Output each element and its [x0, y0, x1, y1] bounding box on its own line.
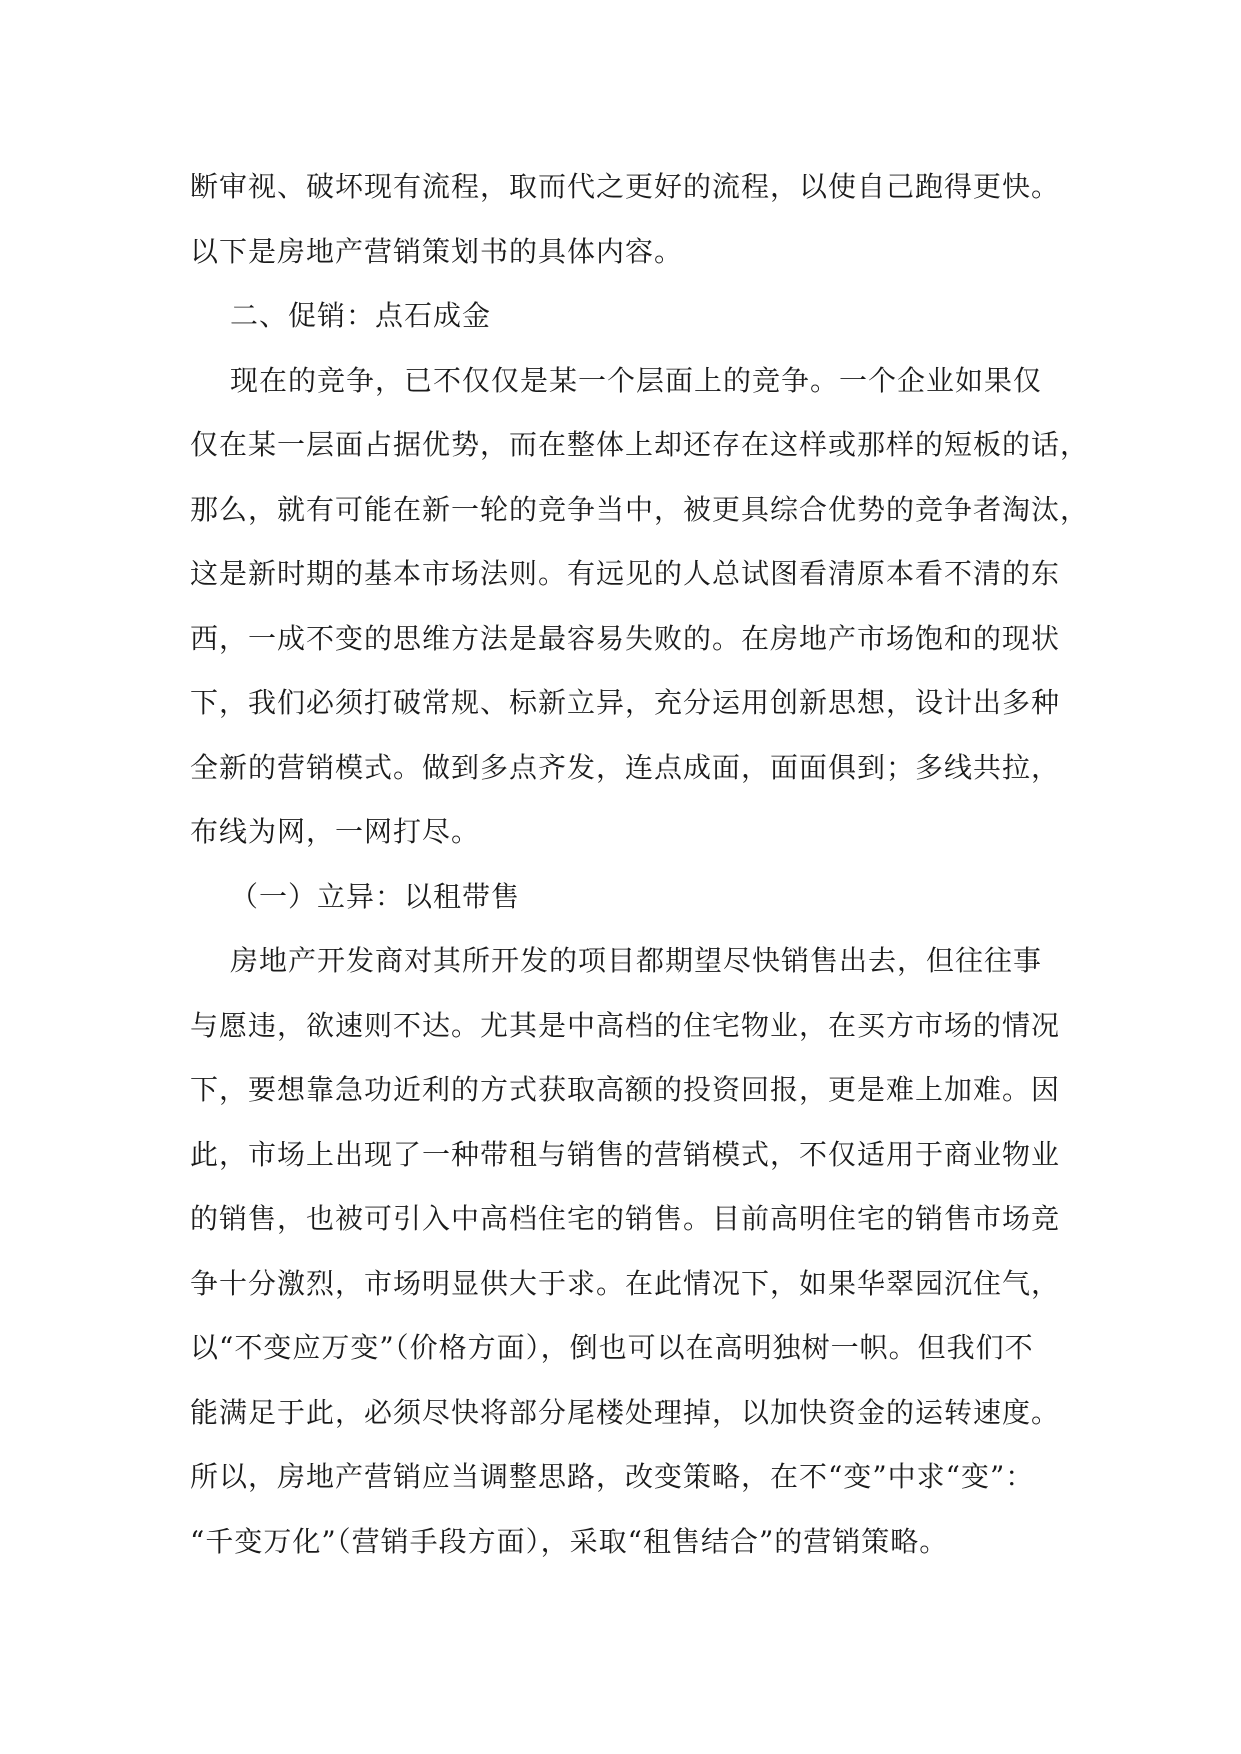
- body-line: 以“不变应万变”（价格方面），倒也可以在高明独树一帜。但我们不: [190, 1331, 1034, 1364]
- body-line: 能满足于此，必须尽快将部分尾楼处理掉，以加快资金的运转速度。: [190, 1395, 1061, 1429]
- body-line: 西，一成不变的思维方法是最容易失败的。在房地产市场饱和的现状: [190, 621, 1061, 655]
- body-line: 的销售，也被可引入中高档住宅的销售。目前高明住宅的销售市场竞: [190, 1202, 1061, 1235]
- body-line: 下，我们必须打破常规、标新立异，充分运用创新思想，设计出多种: [190, 686, 1061, 719]
- body-line: 与愿违，欲速则不达。尤其是中高档的住宅物业，在买方市场的情况: [190, 1008, 1061, 1042]
- body-line: 那么，就有可能在新一轮的竞争当中，被更具综合优势的竞争者淘汰，: [190, 492, 1090, 526]
- body-line: 全新的营销模式。做到多点齐发，连点成面，面面俱到；多线共拉，: [190, 750, 1061, 784]
- body-line: 下，要想靠急功近利的方式获取高额的投资回报，更是难上加难。因: [190, 1073, 1061, 1106]
- body-line: 争十分激烈，市场明显供大于求。在此情况下，如果华翠园沉住气，: [190, 1266, 1061, 1300]
- section-heading: 二、促销：点石成金: [230, 299, 492, 332]
- body-line: 所以，房地产营销应当调整思路，改变策略，在不“变”中求“变”：: [190, 1460, 1035, 1493]
- paragraph-first-line: 房地产开发商对其所开发的项目都期望尽快销售出去，但往往事: [230, 944, 1043, 977]
- document-body: [190, 155, 1090, 1574]
- subsection-heading: （一）立异：以租带售: [230, 879, 521, 913]
- paragraph-first-line: 现在的竞争，已不仅仅是某一个层面上的竞争。一个企业如果仅: [230, 363, 1043, 397]
- body-line: 此，市场上出现了一种带租与销售的营销模式，不仅适用于商业物业: [190, 1137, 1061, 1171]
- body-line: 仅在某一层面占据优势，而在整体上却还存在这样或那样的短板的话，: [190, 428, 1090, 461]
- body-line: 断审视、破坏现有流程，取而代之更好的流程，以使自己跑得更快。: [190, 170, 1061, 203]
- body-line: 这是新时期的基本市场法则。有远见的人总试图看清原本看不清的东: [190, 557, 1061, 590]
- body-line: “千变万化”（营销手段方面），采取“租售结合”的营销策略。: [190, 1524, 949, 1558]
- body-line: 布线为网，一网打尽。: [190, 815, 481, 848]
- body-line: 以下是房地产营销策划书的具体内容。: [190, 234, 684, 268]
